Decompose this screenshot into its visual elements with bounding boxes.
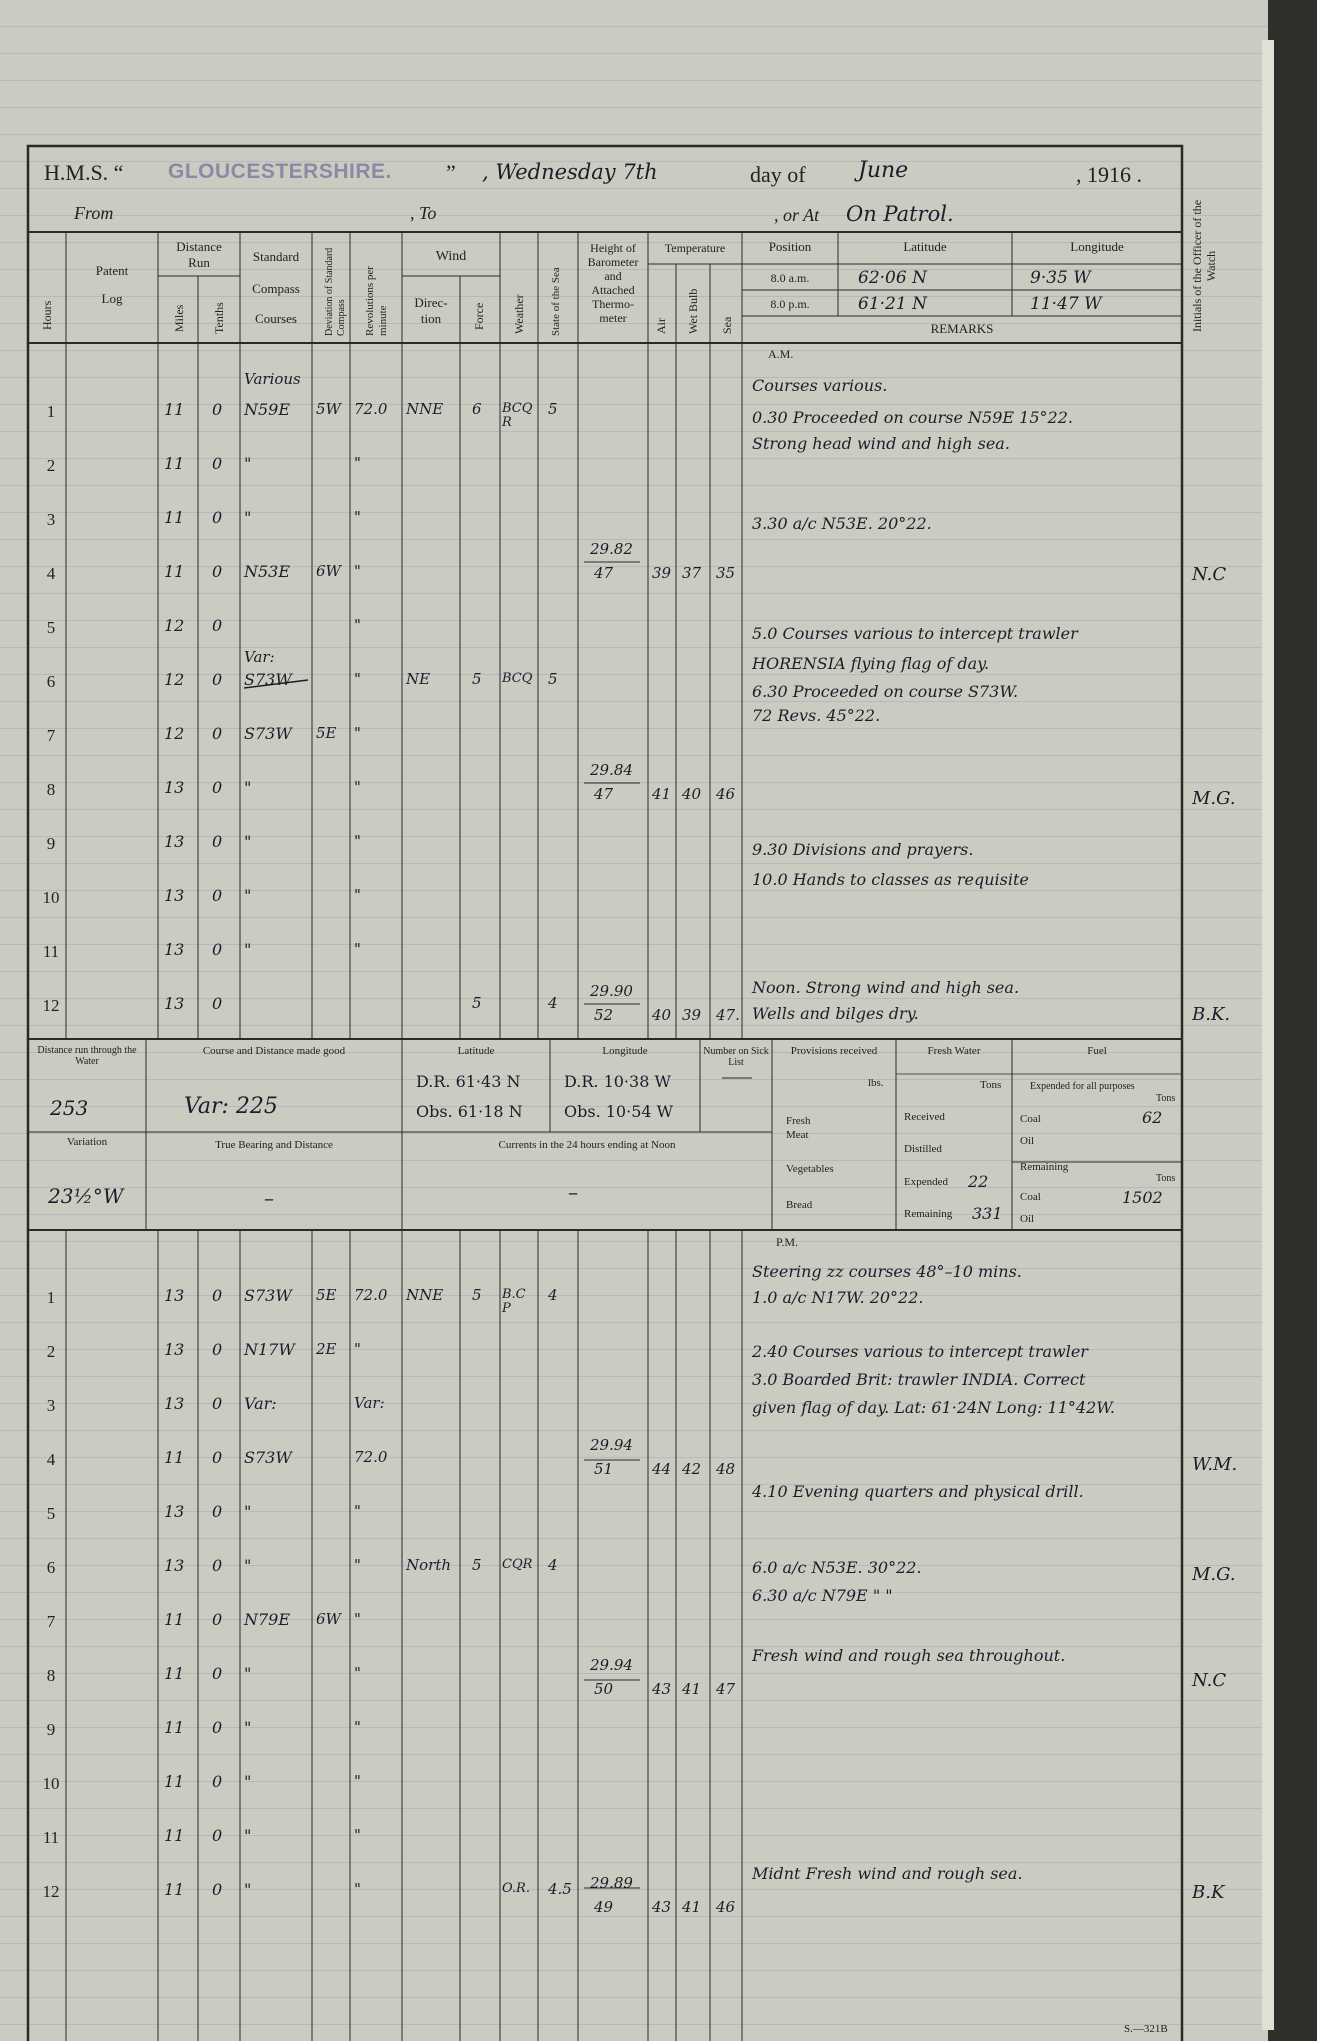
fuel-tons-2: Tons — [1156, 1173, 1176, 1184]
am-barometer: 29.82 — [590, 540, 633, 558]
pm-position-time: 8.0 p.m. — [770, 297, 810, 311]
am-miles: 12 — [164, 670, 185, 689]
pm-course: N79E — [244, 1610, 291, 1629]
am-wind-dir: NNE — [406, 400, 444, 418]
pm-revs: 72.0 — [354, 1286, 388, 1304]
vegetables-label: Vegetables — [786, 1163, 834, 1175]
am-longitude: 9·35 W — [1030, 268, 1091, 288]
am-hour: 2 — [46, 456, 56, 475]
am-miles: 11 — [164, 454, 185, 473]
pm-miles: 11 — [164, 1610, 185, 1629]
am-tenths: 0 — [212, 562, 223, 581]
col-standard-3: Courses — [255, 311, 297, 326]
pm-officer-initials: W.M. — [1192, 1454, 1238, 1475]
fuel-tons-1: Tons — [1156, 1093, 1176, 1104]
col-patent-log-2: Log — [101, 291, 123, 306]
am-tenths: 0 — [212, 508, 223, 527]
am-revs: " — [354, 940, 361, 958]
pm-hour: 6 — [46, 1558, 56, 1577]
am-tenths: 0 — [212, 940, 223, 959]
col-remarks: REMARKS — [930, 321, 994, 336]
am-latitude: 62·06 N — [858, 268, 927, 288]
pm-sea-state: 4 — [548, 1556, 558, 1574]
pm-barometer: 29.94 — [590, 1436, 633, 1454]
noon-longitude-label: Longitude — [602, 1045, 648, 1057]
course-made-good-value: Var: 225 — [184, 1094, 278, 1119]
am-weather: BCQ — [502, 671, 533, 686]
pm-tenths: 0 — [212, 1772, 223, 1791]
pm-hour: 2 — [46, 1342, 56, 1361]
hms-prefix: H.M.S. “ — [44, 160, 124, 185]
pm-tenths: 0 — [212, 1286, 223, 1305]
am-air-temp: 40 — [652, 1006, 672, 1024]
am-officer-initials: N.C — [1192, 564, 1227, 585]
am-position-time: 8.0 a.m. — [770, 271, 810, 285]
pm-course: " — [244, 1556, 252, 1575]
pm-course: S73W — [244, 1286, 292, 1305]
fuel-expended-label: Expended for all purposes — [1030, 1081, 1135, 1092]
pm-wet-bulb: 41 — [682, 1680, 702, 1698]
col-direction-2: tion — [420, 311, 442, 326]
pm-course: " — [244, 1718, 252, 1737]
am-thermometer: 47 — [594, 785, 614, 803]
am-wind-dir: NE — [406, 670, 431, 688]
am-tenths: 0 — [212, 832, 223, 851]
am-revs: " — [354, 616, 361, 634]
pm-remark-line: 2.40 Courses various to intercept trawler — [752, 1342, 1088, 1361]
am-force: 5 — [472, 670, 482, 688]
pm-miles: 13 — [164, 1286, 185, 1305]
am-miles: 13 — [164, 994, 185, 1013]
am-tenths: 0 — [212, 454, 223, 473]
am-remark-line: 9.30 Divisions and prayers. — [752, 840, 974, 859]
am-remark-line: 72 Revs. 45°22. — [752, 706, 881, 725]
pm-hour: 1 — [46, 1288, 56, 1307]
pm-thermometer: 51 — [594, 1460, 614, 1478]
pm-remark-line: Fresh wind and rough sea throughout. — [752, 1646, 1066, 1665]
am-wet-bulb: 37 — [682, 564, 702, 582]
dist-run-value: 253 — [50, 1096, 89, 1120]
am-deviation: 5E — [316, 724, 337, 742]
pm-revs: " — [354, 1772, 361, 1790]
am-tenths: 0 — [212, 778, 223, 797]
to-label: , To — [410, 203, 437, 223]
fuel-coal-label-2: Coal — [1020, 1191, 1041, 1203]
am-remark-line: 0.30 Proceeded on course N59E 15°22. — [752, 408, 1073, 427]
am-course: S73W — [244, 724, 292, 743]
col-wet-bulb: Wet Bulb — [686, 288, 700, 334]
pm-force: 5 — [472, 1286, 482, 1304]
pm-course: " — [244, 1664, 252, 1683]
am-hour: 7 — [46, 726, 56, 745]
pm-tenths: 0 — [212, 1340, 223, 1359]
noon-lat-obs: Obs. 61·18 N — [416, 1102, 523, 1121]
am-revs: " — [354, 454, 361, 472]
am-revs: " — [354, 670, 361, 688]
am-course: S73W — [244, 670, 292, 689]
pm-course: S73W — [244, 1448, 292, 1467]
am-deviation: 6W — [316, 562, 341, 580]
fw-remaining-label: Remaining — [904, 1208, 953, 1220]
pm-miles: 13 — [164, 1394, 185, 1413]
day-of-label: day of — [750, 162, 806, 187]
col-hours: Hours — [40, 300, 54, 330]
am-course: N59E — [244, 400, 291, 419]
col-miles: Miles — [172, 304, 186, 332]
am-weather: BCQ R — [502, 401, 533, 430]
col-standard-1: Standard — [252, 249, 300, 264]
currents-value: – — [568, 1180, 578, 1204]
pm-miles: 13 — [164, 1556, 185, 1575]
am-hour: 4 — [46, 564, 56, 583]
pm-sea-temp: 47 — [716, 1680, 736, 1698]
bearing-label: True Bearing and Distance — [215, 1139, 333, 1151]
am-hour: 6 — [46, 672, 56, 691]
am-barometer: 29.90 — [590, 982, 633, 1000]
pm-miles: 11 — [164, 1664, 185, 1683]
am-hour: 1 — [46, 402, 56, 421]
pm-weather: O.R. — [502, 1881, 530, 1896]
fuel-label: Fuel — [1087, 1045, 1107, 1057]
am-tenths: 0 — [212, 670, 223, 689]
am-course: " — [244, 886, 252, 905]
pm-air-temp: 44 — [652, 1460, 672, 1478]
am-revs: " — [354, 562, 361, 580]
pm-miles: 13 — [164, 1502, 185, 1521]
col-latitude: Latitude — [903, 239, 947, 254]
noon-long-obs: Obs. 10·54 W — [564, 1102, 674, 1121]
am-remark-line: 3.30 a/c N53E. 20°22. — [752, 514, 932, 533]
ship-name-stamp: GLOUCESTERSHIRE. — [168, 160, 392, 183]
noon-latitude-label: Latitude — [457, 1045, 495, 1057]
am-miles: 12 — [164, 724, 185, 743]
pm-tenths: 0 — [212, 1394, 223, 1413]
am-miles: 13 — [164, 832, 185, 851]
pm-thermometer: 50 — [594, 1680, 614, 1698]
am-tenths: 0 — [212, 400, 223, 419]
pm-remark-line: 6.30 a/c N79E " " — [752, 1586, 893, 1605]
am-sea-temp: 46 — [716, 785, 736, 803]
pm-weather: B.C P — [502, 1287, 526, 1316]
month-value: June — [858, 158, 909, 183]
fw-distilled-label: Distilled — [904, 1143, 942, 1155]
fw-remaining-value: 331 — [972, 1204, 1003, 1223]
pm-wind-dir: NNE — [406, 1286, 444, 1304]
col-standard-2: Compass — [252, 281, 300, 296]
fresh-meat-label-2: Meat — [786, 1129, 809, 1141]
coal-expended-value: 62 — [1142, 1108, 1163, 1127]
am-force: 6 — [472, 400, 482, 418]
am-course: " — [244, 454, 252, 473]
am-hour: 12 — [42, 996, 60, 1015]
pm-course: Var: — [244, 1394, 277, 1413]
am-barometer: 29.84 — [590, 761, 633, 779]
fuel-oil-label-1: Oil — [1020, 1135, 1035, 1147]
am-remark-line: Noon. Strong wind and high sea. — [752, 978, 1020, 997]
am-wet-bulb: 40 — [682, 785, 702, 803]
pm-latitude: 61·21 N — [858, 294, 927, 314]
am-tenths: 0 — [212, 886, 223, 905]
am-course: " — [244, 508, 252, 527]
col-sea: Sea — [720, 316, 734, 334]
pm-tenths: 0 — [212, 1448, 223, 1467]
am-miles: 13 — [164, 940, 185, 959]
am-tenths: 0 — [212, 616, 223, 635]
am-revs: " — [354, 724, 361, 742]
am-remark-line: Strong head wind and high sea. — [752, 434, 1010, 453]
am-miles: 11 — [164, 562, 185, 581]
am-course: N53E — [244, 562, 291, 581]
provisions-lbs: lbs. — [868, 1077, 884, 1089]
pm-revs: " — [354, 1502, 361, 1520]
year-value: , 1916 . — [1076, 162, 1142, 187]
am-course-note: Var: — [244, 648, 275, 666]
pm-wind-dir: North — [406, 1556, 452, 1574]
col-tenths: Tenths — [212, 302, 226, 334]
pm-deviation: 6W — [316, 1610, 341, 1628]
pm-hour: 7 — [46, 1612, 56, 1631]
fuel-remaining-label: Remaining — [1020, 1161, 1069, 1173]
fw-expended-value: 22 — [968, 1172, 989, 1191]
or-at-label: , or At — [774, 205, 820, 225]
pm-sea-temp: 48 — [716, 1460, 736, 1478]
fuel-coal-label-1: Coal — [1020, 1113, 1041, 1125]
am-hour: 11 — [42, 942, 60, 961]
pm-tenths: 0 — [212, 1880, 223, 1899]
pm-tenths: 0 — [212, 1502, 223, 1521]
pm-revs: Var: — [354, 1394, 385, 1412]
pm-tenths: 0 — [212, 1718, 223, 1737]
pm-hour: 4 — [46, 1450, 56, 1469]
am-course-note: Various — [244, 370, 301, 388]
pm-hour: 9 — [46, 1720, 56, 1739]
am-hour: 9 — [46, 834, 56, 853]
am-thermometer: 52 — [594, 1006, 614, 1024]
variation-value: 23½°W — [48, 1184, 124, 1208]
pm-hour: 10 — [42, 1774, 60, 1793]
pm-course: " — [244, 1772, 252, 1791]
am-label: A.M. — [768, 347, 794, 361]
am-sea-temp: 47. — [716, 1006, 740, 1024]
am-sea-state: 5 — [548, 670, 558, 688]
col-longitude: Longitude — [1070, 239, 1124, 254]
pm-hour: 5 — [46, 1504, 56, 1523]
pm-revs: " — [354, 1340, 361, 1358]
col-patent-log-1: Patent — [95, 263, 129, 278]
pm-course: " — [244, 1826, 252, 1845]
am-remark-line: Wells and bilges dry. — [752, 1004, 919, 1023]
noon-lat-dr: D.R. 61·43 N — [416, 1072, 521, 1091]
pm-miles: 11 — [164, 1880, 185, 1899]
am-course: " — [244, 778, 252, 797]
am-air-temp: 39 — [652, 564, 672, 582]
am-deviation: 5W — [316, 400, 341, 418]
provisions-label: Provisions received — [790, 1045, 878, 1057]
pm-revs: " — [354, 1664, 361, 1682]
weekday-date: , Wednesday 7th — [482, 160, 658, 184]
pm-longitude: 11·47 W — [1030, 294, 1102, 314]
pm-course: N17W — [244, 1340, 295, 1359]
col-barometer-6: meter — [599, 311, 627, 325]
or-at-value: On Patrol. — [846, 202, 954, 226]
am-miles: 13 — [164, 778, 185, 797]
pm-course: " — [244, 1502, 252, 1521]
col-weather: Weather — [512, 294, 526, 334]
fw-expended-label: Expended — [904, 1176, 948, 1188]
fresh-water-tons: Tons — [980, 1079, 1002, 1091]
currents-label: Currents in the 24 hours ending at Noon — [498, 1139, 676, 1151]
col-temperature: Temperature — [664, 241, 726, 255]
pm-air-temp: 43 — [652, 1898, 672, 1916]
pm-remark-line: 1.0 a/c N17W. 20°22. — [752, 1288, 924, 1307]
pm-sea-state: 4.5 — [548, 1880, 572, 1898]
pm-remark-line: 6.0 a/c N53E. 30°22. — [752, 1558, 922, 1577]
col-air: Air — [654, 318, 668, 334]
pm-air-temp: 43 — [652, 1680, 672, 1698]
bearing-value: – — [264, 1186, 274, 1210]
am-remark-line: 6.30 Proceeded on course S73W. — [752, 682, 1019, 701]
pm-officer-initials: N.C — [1192, 1670, 1227, 1691]
am-revs: " — [354, 832, 361, 850]
pm-tenths: 0 — [212, 1664, 223, 1683]
col-barometer-4: Attached — [591, 283, 635, 297]
col-force: Force — [472, 302, 486, 330]
pm-tenths: 0 — [212, 1826, 223, 1845]
variation-label: Variation — [66, 1136, 108, 1148]
col-revolutions: Revolutions per minute — [364, 266, 389, 336]
pm-wet-bulb: 41 — [682, 1898, 702, 1916]
am-sea-temp: 35 — [716, 564, 736, 582]
col-wind: Wind — [435, 249, 467, 264]
pm-remark-line: Midnt Fresh wind and rough sea. — [752, 1864, 1023, 1883]
pm-sea-state: 4 — [548, 1286, 558, 1304]
sick-list-label: Number on Sick List — [703, 1046, 769, 1068]
col-state-sea: State of the Sea — [550, 267, 562, 336]
pm-miles: 13 — [164, 1340, 185, 1359]
am-wet-bulb: 39 — [682, 1006, 702, 1024]
am-hour: 10 — [42, 888, 60, 907]
pm-miles: 11 — [164, 1718, 185, 1737]
am-sea-state: 5 — [548, 400, 558, 418]
col-deviation: Deviation of Standard Compass — [324, 247, 347, 336]
pm-thermometer: 49 — [594, 1898, 614, 1916]
pm-revs: " — [354, 1718, 361, 1736]
am-course: " — [244, 832, 252, 851]
from-label: From — [74, 203, 114, 223]
am-officer-initials: M.G. — [1192, 788, 1236, 809]
pm-remark-line: Steering zz courses 48°–10 mins. — [752, 1262, 1022, 1281]
dist-run-label: Distance run through the Water — [37, 1045, 137, 1067]
pm-hour: 11 — [42, 1828, 60, 1847]
am-air-temp: 41 — [652, 785, 672, 803]
col-direction-1: Direc- — [414, 295, 448, 310]
am-tenths: 0 — [212, 994, 223, 1013]
am-remark-line: HORENSIA flying flag of day. — [752, 654, 990, 673]
fw-received-label: Received — [904, 1111, 945, 1123]
am-miles: 11 — [164, 400, 185, 419]
pm-deviation: 2E — [316, 1340, 337, 1358]
pm-remark-line: given flag of day. Lat: 61·24N Long: 11°42W. — [752, 1398, 1115, 1417]
pm-officer-initials: M.G. — [1192, 1564, 1236, 1585]
col-initials: Initials of the Officer of the Watch — [1190, 199, 1218, 333]
col-barometer-5: Thermo- — [592, 297, 634, 311]
pm-revs: 72.0 — [354, 1448, 388, 1466]
pm-weather: CQR — [502, 1557, 533, 1572]
pm-tenths: 0 — [212, 1610, 223, 1629]
pm-revs: " — [354, 1556, 361, 1574]
pm-force: 5 — [472, 1556, 482, 1574]
form-number: S.—321B — [1124, 2023, 1168, 2035]
am-force: 5 — [472, 994, 482, 1012]
am-revs: " — [354, 886, 361, 904]
pm-remark-line: 4.10 Evening quarters and physical drill. — [752, 1482, 1084, 1501]
am-remark-line: 5.0 Courses various to intercept trawler — [752, 624, 1078, 643]
pm-hour: 8 — [46, 1666, 56, 1685]
pm-deviation: 5E — [316, 1286, 337, 1304]
am-revs: 72.0 — [354, 400, 388, 418]
bread-label: Bread — [786, 1199, 813, 1211]
am-miles: 11 — [164, 508, 185, 527]
pm-remark-line: 3.0 Boarded Brit: trawler INDIA. Correct — [752, 1370, 1086, 1389]
pm-barometer: 29.89 — [590, 1874, 633, 1892]
fuel-oil-label-2: Oil — [1020, 1213, 1035, 1225]
pm-hour: 12 — [42, 1882, 60, 1901]
pm-officer-initials: B.K — [1192, 1882, 1225, 1903]
am-sea-state: 4 — [548, 994, 558, 1012]
am-miles: 12 — [164, 616, 185, 635]
am-revs: " — [354, 508, 361, 526]
noon-long-dr: D.R. 10·38 W — [564, 1072, 671, 1091]
am-remark-line: Courses various. — [752, 376, 888, 395]
fresh-water-label: Fresh Water — [927, 1045, 981, 1057]
pm-hour: 3 — [46, 1396, 56, 1415]
col-barometer-2: Barometer — [587, 255, 639, 269]
col-barometer-1: Height of — [590, 241, 636, 255]
pm-miles: 11 — [164, 1826, 185, 1845]
close-quote: ” — [446, 160, 456, 185]
am-hour: 8 — [46, 780, 56, 799]
pm-sea-temp: 46 — [716, 1898, 736, 1916]
course-made-good-label: Course and Distance made good — [202, 1045, 346, 1057]
pm-label: P.M. — [776, 1235, 799, 1249]
coal-remaining-value: 1502 — [1122, 1188, 1163, 1207]
col-position: Position — [768, 239, 812, 254]
pm-revs: " — [354, 1610, 361, 1628]
am-remark-line: 10.0 Hands to classes as requisite — [752, 870, 1029, 889]
pm-miles: 11 — [164, 1448, 185, 1467]
pm-tenths: 0 — [212, 1556, 223, 1575]
am-tenths: 0 — [212, 724, 223, 743]
fresh-meat-label-1: Fresh — [786, 1115, 811, 1127]
am-course: " — [244, 940, 252, 959]
am-hour: 3 — [46, 510, 56, 529]
am-thermometer: 47 — [594, 564, 614, 582]
pm-wet-bulb: 42 — [682, 1460, 702, 1478]
pm-barometer: 29.94 — [590, 1656, 633, 1674]
am-hour: 5 — [46, 618, 56, 637]
pm-miles: 11 — [164, 1772, 185, 1791]
am-miles: 13 — [164, 886, 185, 905]
am-revs: " — [354, 778, 361, 796]
am-officer-initials: B.K. — [1192, 1004, 1231, 1025]
pm-revs: " — [354, 1880, 361, 1898]
col-barometer-3: and — [604, 269, 622, 283]
pm-revs: " — [354, 1826, 361, 1844]
col-distance-run-2: Run — [188, 255, 210, 270]
pm-course: " — [244, 1880, 252, 1899]
col-distance-run-1: Distance — [176, 239, 222, 254]
